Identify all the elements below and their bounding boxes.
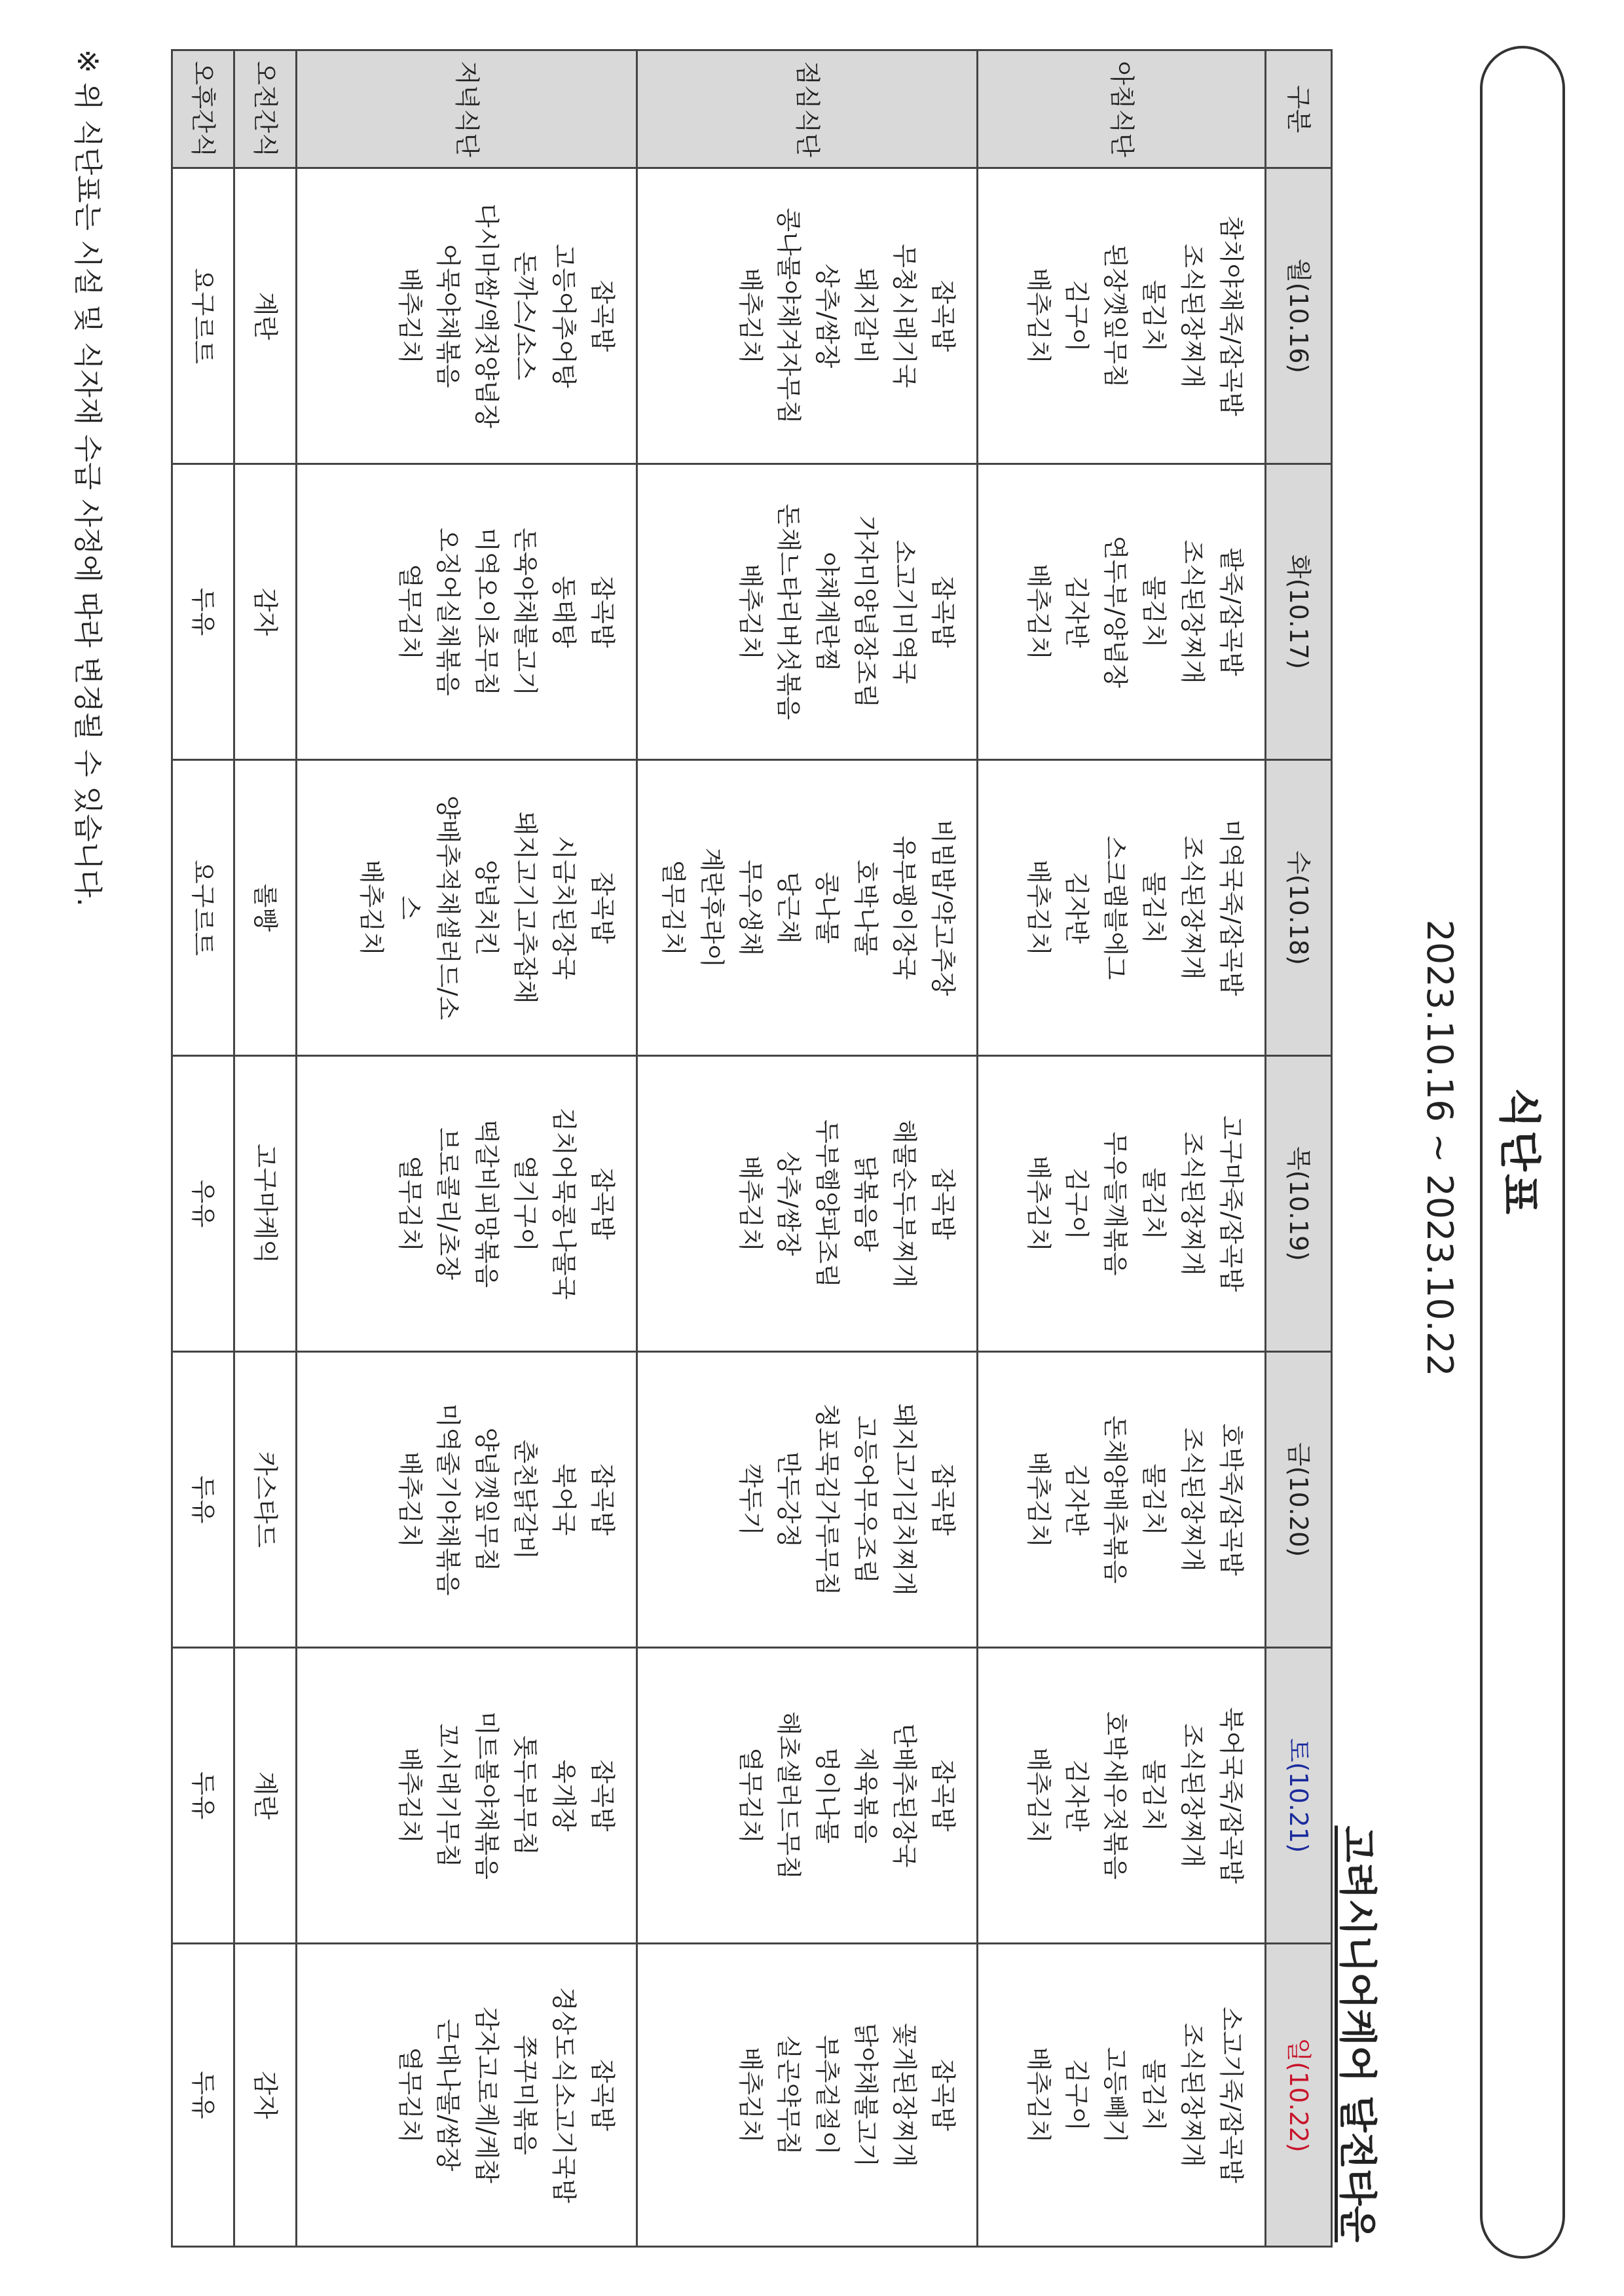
facility-name: 고려시니어케어 달전타운 <box>1335 1825 1380 2242</box>
menu-item: 호박새우젓볶음 <box>1101 1711 1130 1880</box>
snack-cell: 롤빵 <box>234 760 297 1056</box>
menu-item: 김자반 <box>1062 871 1092 944</box>
menu-item: 어묵야채볶음 <box>434 244 463 388</box>
menu-cell <box>297 464 637 760</box>
menu-item: 배추김치 <box>395 268 424 364</box>
menu-item: 미트볼야채볶음 <box>472 1711 502 1880</box>
menu-item: 다시마쌈/액젓양념장 <box>472 203 502 429</box>
menu-item: 조식된장찌개 <box>1178 2022 1208 2168</box>
menu-item: 팥죽/잡곡밥 <box>1217 547 1246 676</box>
menu-cell <box>978 760 1266 1056</box>
menu-item: 열무김치 <box>395 2047 424 2143</box>
menu-item: 미역줄기야채볶음 <box>434 1403 463 1596</box>
menu-item: 배추김치 <box>356 860 386 956</box>
menu-item: 북어국 <box>549 1463 579 1536</box>
menu-item: 돈육야채불고기 <box>511 528 540 696</box>
menu-item: 잡곡밥 <box>588 1463 617 1536</box>
header-row <box>1266 50 1332 2247</box>
menu-cell <box>637 1648 978 1944</box>
day-header: 토(10.21) <box>1266 1648 1332 1944</box>
menu-item: 돈채느타리버섯볶음 <box>774 503 803 720</box>
menu-item: 실곤약무침 <box>774 2035 803 2155</box>
menu-item: 스크램블에그 <box>1101 835 1130 980</box>
menu-item: 김자반 <box>1062 575 1092 648</box>
menu-item: 당근채 <box>774 871 803 944</box>
menu-item: 물김치 <box>1139 280 1169 352</box>
menu-item: 상추/쌈장 <box>774 1151 803 1256</box>
menu-item: 김구이 <box>1062 1167 1092 1240</box>
menu-item: 감자고로케/케찹 <box>472 2007 502 2183</box>
menu-item: 제육볶음 <box>851 1747 881 1844</box>
menu-item: 해물순두부찌개 <box>890 1120 919 1288</box>
day-header: 일(10.22) <box>1266 1944 1332 2247</box>
menu-item: 부추겉절이 <box>813 2035 842 2155</box>
menu-item: 잡곡밥 <box>929 1167 957 1240</box>
meal-label: 저녁식단 <box>297 50 637 168</box>
menu-item: 경상도식소고기국밥 <box>549 1986 579 2204</box>
day-header: 목(10.19) <box>1266 1056 1332 1352</box>
menu-item: 소고기죽/잡곡밥 <box>1217 2007 1246 2183</box>
menu-item: 열무김치 <box>395 1156 424 1252</box>
snack-row <box>234 50 297 2247</box>
menu-item: 배추김치 <box>735 2047 765 2143</box>
menu-item: 조식된장찌개 <box>1178 835 1208 980</box>
snack-cell: 계란 <box>234 168 297 464</box>
meal-row <box>637 50 978 2247</box>
menu-table-wrapper <box>171 49 1333 2246</box>
snack-label: 오후간식 <box>172 50 234 168</box>
menu-item: 잡곡밥 <box>588 575 617 648</box>
menu-item: 동태탕 <box>549 575 579 648</box>
menu-item: 잡곡밥 <box>929 1463 957 1536</box>
day-header: 화(10.17) <box>1266 464 1332 760</box>
menu-item: 무우들깨볶음 <box>1101 1131 1130 1276</box>
menu-item: 잡곡밥 <box>588 1759 617 1832</box>
menu-item: 돈채양배추볶음 <box>1101 1415 1130 1584</box>
menu-item: 연두부/양념장 <box>1101 535 1130 689</box>
snack-cell: 우유 <box>172 1056 234 1352</box>
snack-cell: 계란 <box>234 1648 297 1944</box>
menu-cell <box>637 760 978 1056</box>
menu-item: 양념치킨 <box>472 860 502 956</box>
menu-item: 배추김치 <box>1024 564 1053 660</box>
menu-item: 조식된장찌개 <box>1178 1427 1208 1572</box>
menu-item: 단배추된장국 <box>890 1723 919 1868</box>
menu-item: 비빔밥/약고추장 <box>929 819 957 996</box>
menu-item: 유부팽이장국 <box>890 835 919 980</box>
menu-item: 잡곡밥 <box>929 1759 957 1832</box>
menu-item: 쭈꾸미볶음 <box>511 2035 540 2155</box>
menu-item: 잡곡밥 <box>929 280 957 352</box>
snack-cell: 두유 <box>172 464 234 760</box>
menu-item: 김구이 <box>1062 280 1092 352</box>
menu-item: 닭야채불고기 <box>851 2022 881 2168</box>
menu-item: 상추/쌈장 <box>813 263 842 369</box>
menu-cell <box>297 1648 637 1944</box>
menu-item: 배추김치 <box>735 268 765 364</box>
menu-item: 배추김치 <box>735 564 765 660</box>
meal-label: 아침식단 <box>978 50 1266 168</box>
menu-item: 두부햄양파조림 <box>813 1120 842 1288</box>
menu-item: 배추김치 <box>1024 1747 1053 1844</box>
snack-cell: 요구르트 <box>172 760 234 1056</box>
day-header: 금(10.20) <box>1266 1352 1332 1648</box>
menu-cell <box>978 1352 1266 1648</box>
menu-item: 닭볶음탕 <box>851 1156 881 1252</box>
menu-cell <box>978 1944 1266 2247</box>
menu-item: 해초샐러드무침 <box>774 1711 803 1880</box>
menu-item: 배추김치 <box>1024 1451 1053 1548</box>
menu-item: 김자반 <box>1062 1759 1092 1832</box>
menu-item: 김구이 <box>1062 2058 1092 2132</box>
menu-cell <box>637 1056 978 1352</box>
menu-table <box>171 49 1333 2248</box>
menu-item: 톳두부무침 <box>511 1735 540 1856</box>
snack-cell: 두유 <box>172 1648 234 1944</box>
menu-item: 열기구이 <box>511 1156 540 1252</box>
menu-item: 잡곡밥 <box>588 1167 617 1240</box>
menu-item: 참치야채죽/잡곡밥 <box>1217 215 1246 416</box>
menu-item: 물김치 <box>1139 1167 1169 1240</box>
menu-item: 열무김치 <box>735 1747 765 1844</box>
menu-cell <box>297 760 637 1056</box>
menu-item: 된장깻잎무침 <box>1101 244 1130 388</box>
menu-item: 브로콜리/초장 <box>434 1127 463 1281</box>
menu-item: 청포묵김가루무침 <box>813 1403 842 1596</box>
snack-row <box>172 50 234 2247</box>
menu-item: 오징어실채볶음 <box>434 528 463 696</box>
menu-item: 호박나물 <box>851 860 881 956</box>
menu-item: 물김치 <box>1139 871 1169 944</box>
menu-item: 물김치 <box>1139 2058 1169 2132</box>
notice-text: ※ 위 식단표는 시설 및 식자재 수급 사정에 따라 변경될 수 있습니다. <box>71 49 104 907</box>
day-header: 월(10.16) <box>1266 168 1332 464</box>
menu-cell <box>978 168 1266 464</box>
menu-item: 무청시래기국 <box>890 244 919 388</box>
snack-cell: 감자 <box>234 1944 297 2247</box>
menu-item: 배추김치 <box>1024 860 1053 956</box>
menu-item: 근대나물/쌈장 <box>434 2018 463 2172</box>
menu-item: 열무김치 <box>658 860 688 956</box>
menu-item: 고구마죽/잡곡밥 <box>1217 1115 1246 1292</box>
menu-item: 잡곡밥 <box>929 575 957 648</box>
menu-cell <box>637 1352 978 1648</box>
menu-cell <box>637 464 978 760</box>
menu-cell <box>297 1352 637 1648</box>
meal-row <box>297 50 637 2247</box>
menu-item: 고등어추어탕 <box>549 244 579 388</box>
menu-item: 물김치 <box>1139 1463 1169 1536</box>
menu-item: 배추김치 <box>1024 2047 1053 2143</box>
menu-item: 물김치 <box>1139 1759 1169 1832</box>
menu-item: 고등어무우조림 <box>851 1415 881 1584</box>
menu-item: 잡곡밥 <box>588 280 617 352</box>
menu-item: 조식된장찌개 <box>1178 539 1208 684</box>
menu-item: 미역국죽/잡곡밥 <box>1217 819 1246 996</box>
menu-item: 깍두기 <box>735 1463 765 1536</box>
snack-cell: 감자 <box>234 464 297 760</box>
menu-item: 배추김치 <box>1024 1156 1053 1252</box>
menu-item: 꽃게된장찌개 <box>890 2022 919 2168</box>
menu-cell <box>978 1648 1266 1944</box>
menu-item: 양배추적채샐러드/소 <box>434 795 463 1021</box>
menu-item: 조식된장찌개 <box>1178 244 1208 388</box>
menu-item: 열무김치 <box>395 564 424 660</box>
menu-item: 고등빼기 <box>1101 2047 1130 2143</box>
title-banner <box>1480 46 1565 2259</box>
menu-item: 가자미양념장조림 <box>851 515 881 708</box>
menu-item: 소고기미역국 <box>890 539 919 684</box>
snack-cell: 두유 <box>172 1352 234 1648</box>
menu-item: 배추김치 <box>735 1156 765 1252</box>
menu-item: 돈까스/소스 <box>511 251 540 380</box>
meal-label: 점심식단 <box>637 50 978 168</box>
menu-cell <box>637 1944 978 2247</box>
snack-cell: 두유 <box>172 1944 234 2247</box>
menu-cell <box>978 464 1266 760</box>
menu-item: 배추김치 <box>395 1451 424 1548</box>
menu-item: 계란후라이 <box>697 847 726 968</box>
menu-item: 만두강정 <box>774 1451 803 1548</box>
menu-item: 돼지고기고추잡채 <box>511 811 540 1004</box>
menu-item: 육개장 <box>549 1759 579 1832</box>
menu-item: 돼지고기김치찌개 <box>890 1403 919 1596</box>
snack-cell: 카스타드 <box>234 1352 297 1648</box>
menu-item: 스 <box>395 896 424 920</box>
menu-item: 멍이나물 <box>813 1747 842 1844</box>
menu-item: 돼지갈비 <box>851 268 881 364</box>
menu-item: 무우생채 <box>735 860 765 956</box>
menu-item: 양념깻잎무침 <box>472 1427 502 1572</box>
menu-item: 조식된장찌개 <box>1178 1723 1208 1868</box>
menu-cell <box>637 168 978 464</box>
menu-cell <box>297 168 637 464</box>
menu-item: 배추김치 <box>1024 268 1053 364</box>
menu-item: 배추김치 <box>395 1747 424 1844</box>
menu-item: 떡갈비피망볶음 <box>472 1120 502 1288</box>
snack-cell: 요구르트 <box>172 168 234 464</box>
menu-item: 야채계란찜 <box>813 551 842 672</box>
menu-item: 콩나물 <box>813 871 842 944</box>
period-range: 2023.10.16 ~ 2023.10.22 <box>1419 919 1460 1377</box>
menu-item: 춘천닭갈비 <box>511 1439 540 1560</box>
menu-item: 호박죽/잡곡밥 <box>1217 1423 1246 1576</box>
menu-item: 조식된장찌개 <box>1178 1131 1208 1276</box>
menu-item: 콩나물야채겨자무침 <box>774 208 803 424</box>
menu-item: 잡곡밥 <box>588 2058 617 2132</box>
menu-cell <box>978 1056 1266 1352</box>
menu-item: 김치어묵콩나물국 <box>549 1107 579 1300</box>
snack-cell: 고구마케익 <box>234 1056 297 1352</box>
page-title: 식단표 <box>1494 1087 1543 1217</box>
menu-cell <box>297 1056 637 1352</box>
menu-item: 북어국죽/잡곡밥 <box>1217 1707 1246 1884</box>
header-label: 구분 <box>1266 50 1332 168</box>
menu-item: 꼬시래기무침 <box>434 1723 463 1868</box>
day-header: 수(10.18) <box>1266 760 1332 1056</box>
meal-row <box>978 50 1266 2247</box>
menu-item: 잡곡밥 <box>588 871 617 944</box>
menu-item: 잡곡밥 <box>929 2058 957 2132</box>
snack-label: 오전간식 <box>234 50 297 168</box>
menu-cell <box>297 1944 637 2247</box>
menu-item: 미역오이초무침 <box>472 528 502 696</box>
menu-item: 김자반 <box>1062 1463 1092 1536</box>
menu-item: 시금치된장국 <box>549 835 579 980</box>
menu-item: 물김치 <box>1139 575 1169 648</box>
